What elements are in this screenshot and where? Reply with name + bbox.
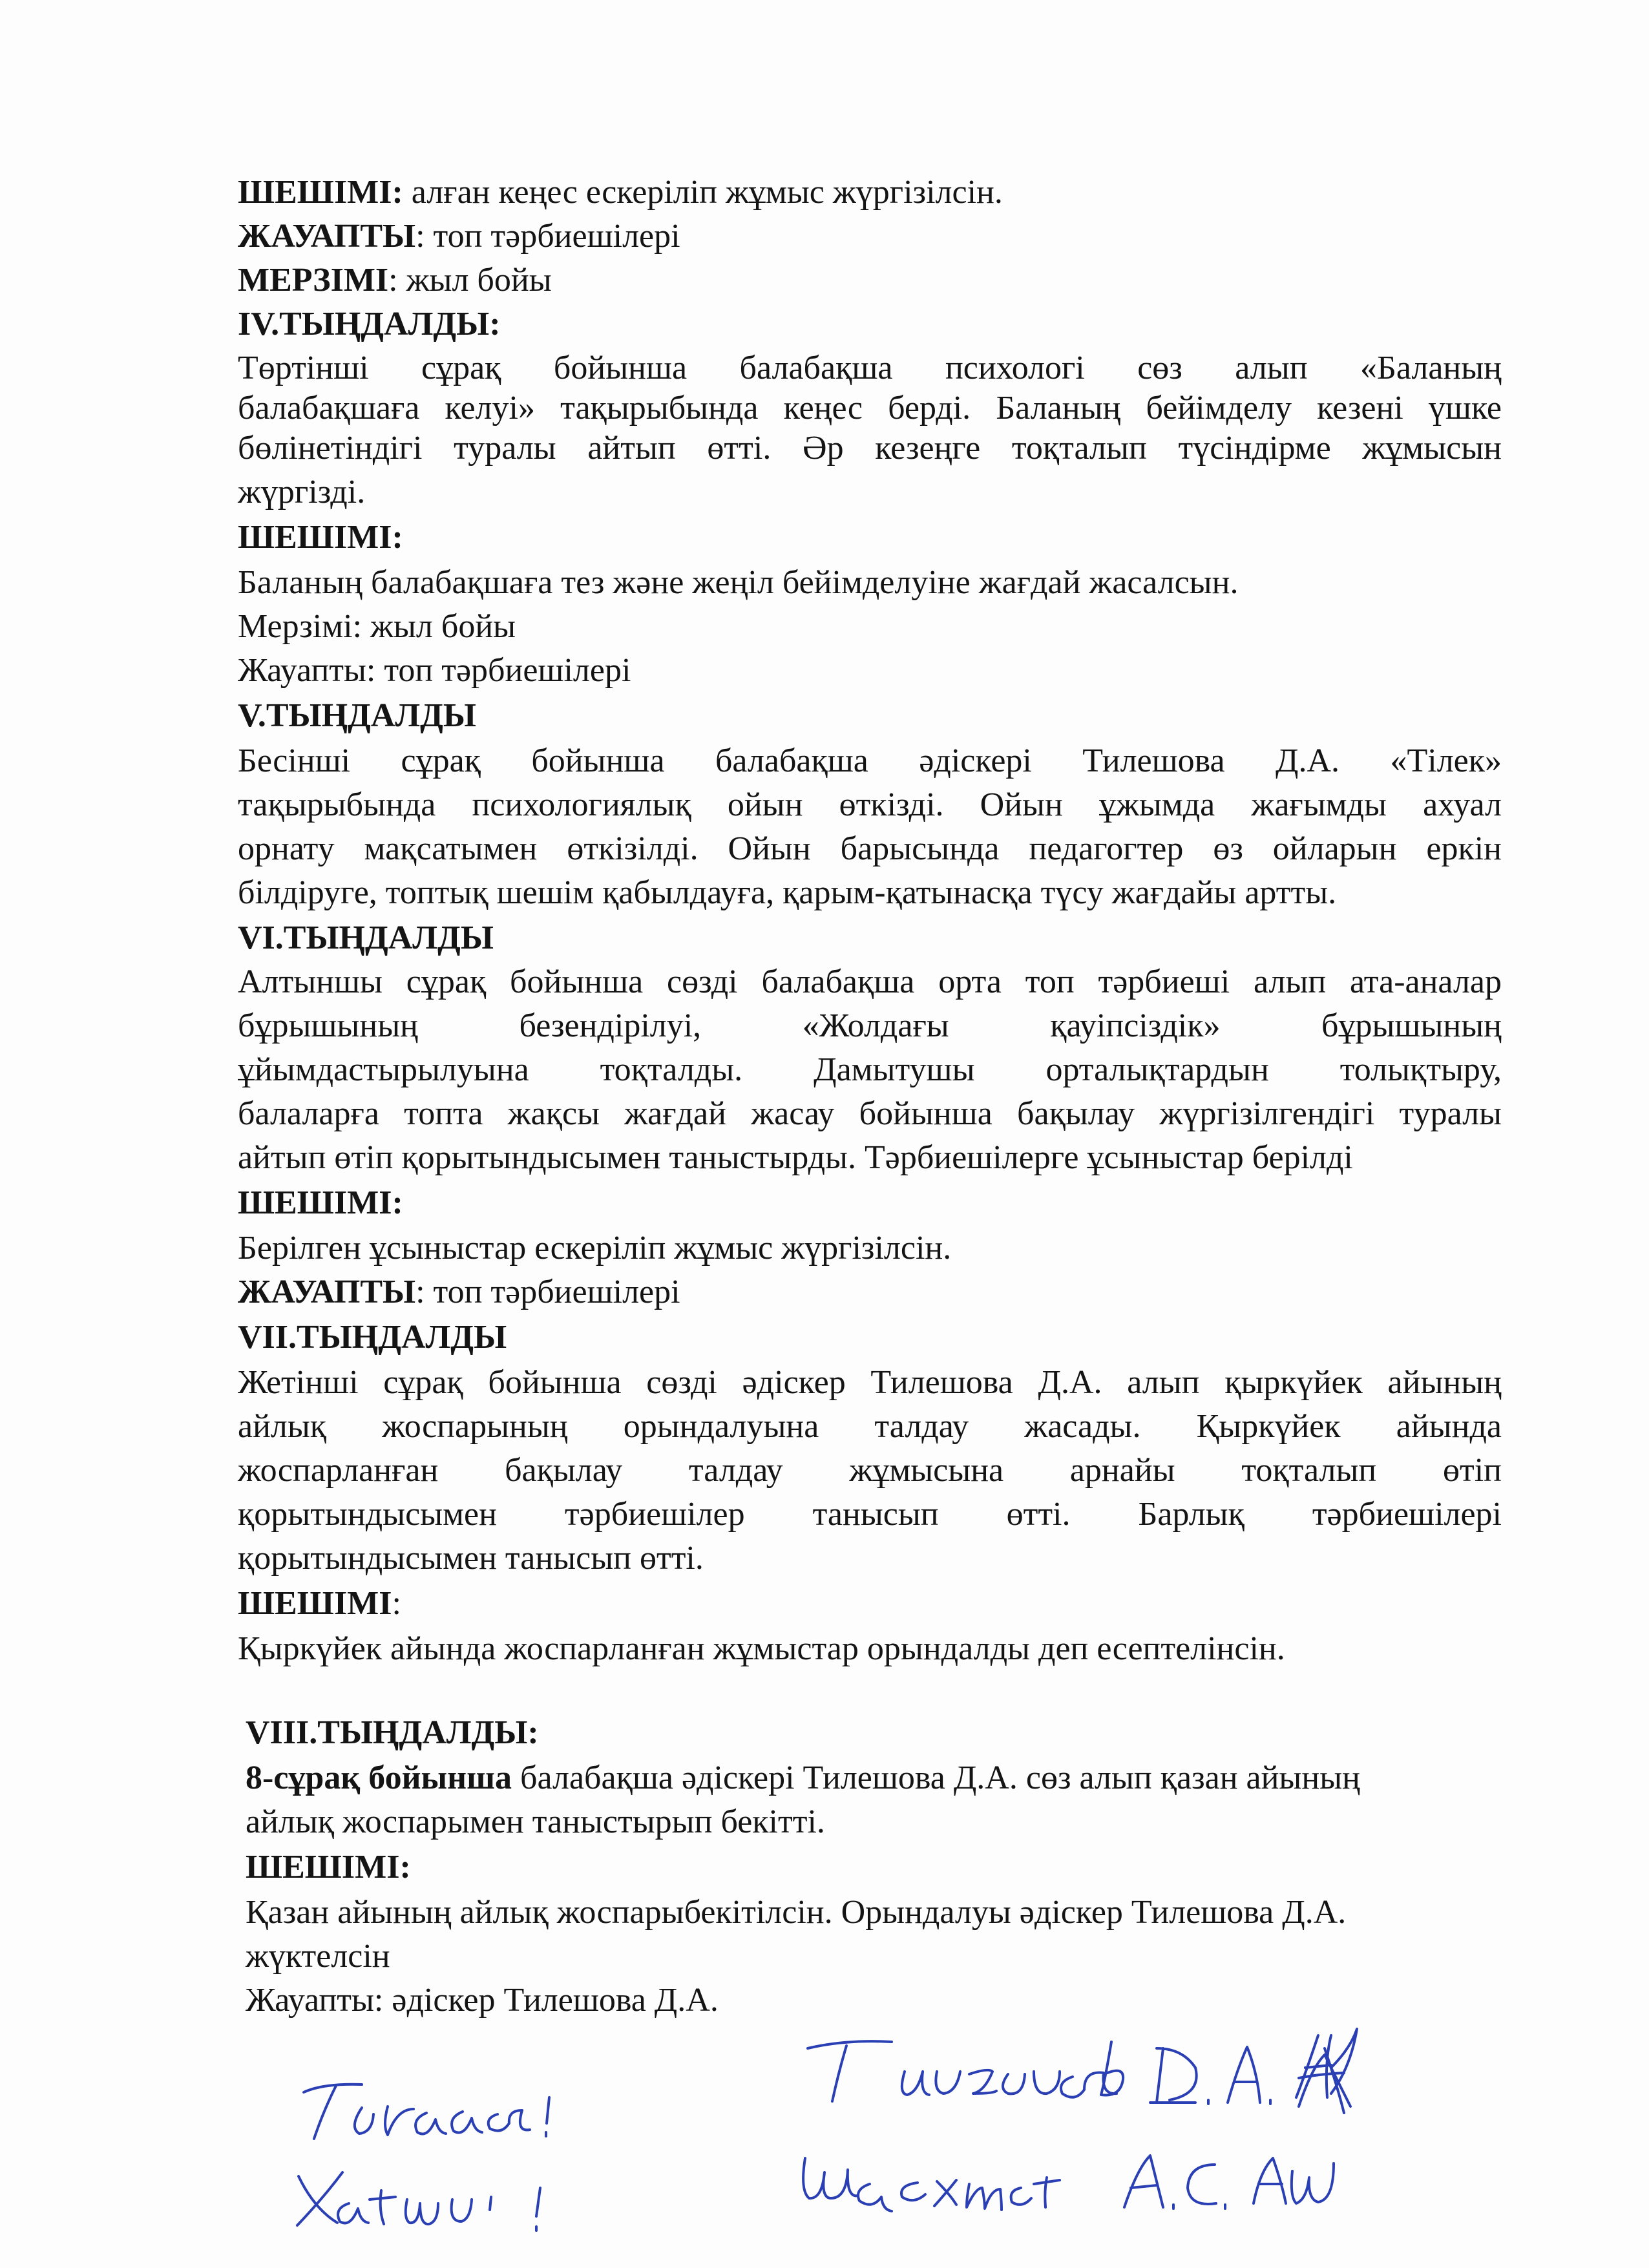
section-8-responsible: Жауапты: әдіскер Тилешова Д.А. <box>246 1982 719 2019</box>
chair-signature <box>808 2041 1350 2113</box>
responsible-line <box>238 216 680 257</box>
section-7-decision: Қыркүйек айында жоспарланған жұмыстар орындалды деп есептелінсін. <box>238 1630 1285 1667</box>
decision-text: алған кеңес ескеріліп жұмыс жүргізілсін. <box>403 174 1003 211</box>
section-7-heading-text: VII.ТЫҢДАЛДЫ <box>238 1319 507 1356</box>
section-7-line-1: Жетінші сұрақ бойынша сөзді әдіскер Тилешова Д.А. алып қыркүйек айының <box>238 1364 1502 1401</box>
section-4-decision-heading <box>238 517 403 558</box>
responsible-heading: ЖАУАПТЫ <box>238 218 416 255</box>
section-6-responsible <box>238 1272 680 1313</box>
section-6-line-3: ұйымдастырылуына тоқталды. Дамытушы орталықтардын толықтыру, <box>238 1051 1502 1088</box>
section-6-decision-heading-text: ШЕШІМІ: <box>238 1184 403 1221</box>
section-4-line-4: жүргізді. <box>238 474 366 510</box>
section-6-line-4: балаларға топта жақсы жағдай жасау бойынша бақылау жүргізілгендігі туралы <box>238 1095 1502 1132</box>
section-8-decision-heading <box>246 1847 411 1888</box>
section-7-line-2: айлық жоспарының орындалуына талдау жасады. Қыркүйек айында <box>238 1408 1502 1445</box>
section-6-line-1: Алтыншы сұрақ бойынша сөзді балабақша орта топ тәрбиеші алып ата-аналар <box>238 963 1502 1000</box>
section-4-line-2: балабақшаға келуі» тақырыбында кеңес берді. Баланың бейімделу кезені үшке <box>238 390 1502 426</box>
section-4-decision-heading-text: ШЕШІМІ: <box>238 519 403 556</box>
section-5-line-4: білдіруге, топтық шешім қабылдауға, қарым-қатынасқа түсу жағдайы артты. <box>238 874 1337 911</box>
initials-mark <box>1296 2029 1357 2097</box>
section-4-line-1: Төртінші сұрақ бойынша балабақша психологі сөз алып «Баланың <box>238 350 1502 386</box>
section-7-line-4: қорытындысымен тәрбиешілер танысып өтті. Барлық тәрбиешілері <box>238 1496 1502 1533</box>
section-4-heading-text: IV.ТЫҢДАЛДЫ: <box>238 306 501 342</box>
section-8-heading-text: VIII.ТЫҢДАЛДЫ: <box>246 1714 539 1751</box>
section-7-decision-heading <box>238 1583 401 1624</box>
section-6-responsible-text: : топ тәрбиешілері <box>415 1274 680 1310</box>
chair-label-handwriting <box>304 2084 549 2139</box>
section-5-heading-text: V.ТЫҢДАЛДЫ <box>238 697 476 734</box>
section-6-line-5: айтып өтіп қорытындысымен таныстырды. Тәрбиешілерге ұсыныстар берілді <box>238 1139 1353 1176</box>
section-6-heading <box>238 918 494 959</box>
section-7-decision-colon: : <box>392 1585 401 1622</box>
section-6-line-2: бұрышының безендірілуі, «Жолдағы қауіпсіздік» бұрышының <box>238 1007 1502 1044</box>
section-4-responsible: Жауапты: топ тәрбиешілері <box>238 652 631 689</box>
term-text: : жыл бойы <box>388 262 552 299</box>
section-8-line-1-text: балабақша әдіскері Тилешова Д.А. сөз алып қазан айының <box>512 1759 1360 1796</box>
section-8-question-label: 8-сұрақ бойынша <box>246 1759 512 1796</box>
term-line <box>238 260 552 301</box>
section-6-decision: Берілген ұсыныстар ескеріліп жұмыс жүргізілсін. <box>238 1230 952 1266</box>
section-8-decision-line-1: Қазан айының айлық жоспарыбекітілсін. Орындалуы әдіскер Тилешова Д.А. <box>246 1894 1347 1931</box>
section-8-heading <box>246 1712 539 1754</box>
section-4-term: Мерзімі: жыл бойы <box>238 608 516 645</box>
section-6-heading-text: VI.ТЫҢДАЛДЫ <box>238 919 494 956</box>
section-4-decision: Баланың балабақшаға тез және жеңіл бейімделуіне жағдай жасалсын. <box>238 564 1239 601</box>
section-5-line-2: тақырыбында психологиялық ойын өткізді. Ойын ұжымда жағымды ахуал <box>238 786 1502 823</box>
responsible-text: : топ тәрбиешілері <box>415 218 680 255</box>
section-8-decision-line-2: жүктелсін <box>246 1938 390 1975</box>
section-7-decision-heading-text: ШЕШІМІ <box>238 1585 392 1622</box>
section-5-line-1: Бесінші сұрақ бойынша балабақша әдіскері Тилешова Д.А. «Тілек» <box>238 742 1502 779</box>
secretary-signature <box>803 2156 1334 2211</box>
section-6-decision-heading <box>238 1182 403 1224</box>
section-8-decision-heading-text: ШЕШІМІ: <box>246 1849 411 1885</box>
decision-heading: ШЕШІМІ: <box>238 174 403 211</box>
secretary-label-handwriting <box>297 2172 540 2231</box>
section-4-heading <box>238 304 501 345</box>
section-8-line-1 <box>246 1758 1360 1799</box>
section-5-line-3: орнату мақсатымен өткізілді. Ойын барысында педагогтер өз ойларын еркін <box>238 830 1502 867</box>
section-6-responsible-heading: ЖАУАПТЫ <box>238 1274 416 1310</box>
section-7-heading <box>238 1317 507 1358</box>
section-8-line-2: айлық жоспарымен таныстырып бекітті. <box>246 1803 825 1840</box>
section-7-line-5: қорытындысымен танысып өтті. <box>238 1540 704 1577</box>
decision-line <box>238 172 1003 213</box>
section-5-heading <box>238 695 476 737</box>
section-4-line-3: бөлінетіндігі туралы айтып өтті. Әр кезеңге тоқталып түсіндірме жұмысын <box>238 430 1502 467</box>
section-7-line-3: жоспарланған бақылау талдау жұмысына арнайы тоқталып өтіп <box>238 1452 1502 1489</box>
term-heading: МЕРЗІМІ <box>238 262 389 299</box>
